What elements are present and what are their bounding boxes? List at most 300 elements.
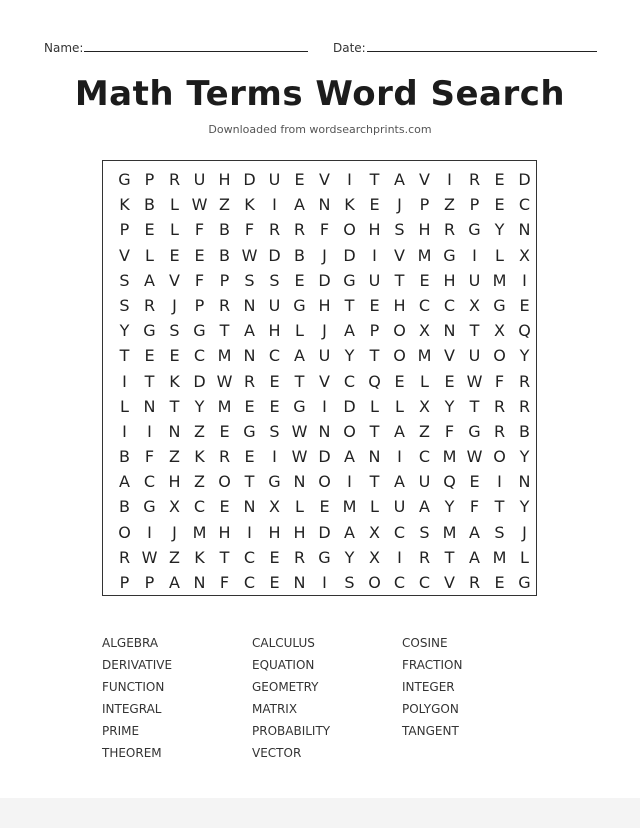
grid-letter: E xyxy=(494,195,505,215)
grid-letter: P xyxy=(369,321,380,341)
grid-letter: X xyxy=(369,547,380,567)
grid-letter: Y xyxy=(119,321,130,341)
grid-letter: N xyxy=(318,421,331,441)
grid-letter: A xyxy=(244,321,255,341)
word-list xyxy=(102,636,552,768)
grid-letter: F xyxy=(219,573,230,592)
grid-letter: N xyxy=(293,472,306,492)
grid-letter: R xyxy=(118,547,131,567)
grid-letter: H xyxy=(268,522,281,542)
grid-letter: E xyxy=(144,346,155,366)
grid-letter: C xyxy=(343,371,356,391)
grid-letter: L xyxy=(170,220,179,240)
grid-letter: H xyxy=(293,522,306,542)
grid-letter: C xyxy=(268,346,281,366)
grid-letter: Q xyxy=(443,472,456,492)
grid-letter: M xyxy=(492,270,507,290)
grid-letter: W xyxy=(191,195,208,215)
grid-letter: F xyxy=(194,270,205,290)
grid-letter: V xyxy=(444,346,455,366)
grid-letter: A xyxy=(169,573,180,592)
grid-letter: O xyxy=(218,472,231,492)
grid-letter: D xyxy=(343,396,356,416)
source-note: Downloaded from wordsearchprints.com xyxy=(208,123,432,136)
grid-letter: M xyxy=(417,346,432,366)
grid-letter: J xyxy=(172,522,177,542)
grid-letter: W xyxy=(291,421,308,441)
grid-letter: R xyxy=(443,220,456,240)
grid-letter: P xyxy=(194,295,205,315)
grid-letter: M xyxy=(492,547,507,567)
grid-letter: L xyxy=(395,396,404,416)
grid-letter: U xyxy=(318,346,331,366)
grid-letter: Q xyxy=(518,321,531,341)
grid-letter: Y xyxy=(194,396,205,416)
grid-letter: M xyxy=(442,447,457,467)
grid-letter: N xyxy=(518,220,531,240)
grid-letter: E xyxy=(369,295,380,315)
grid-letter: A xyxy=(469,522,480,542)
grid-letter: M xyxy=(442,522,457,542)
grid-letter: B xyxy=(294,245,305,265)
grid-letter: A xyxy=(344,522,355,542)
grid-letter: D xyxy=(193,371,206,391)
grid-letter: U xyxy=(268,170,281,189)
grid-letter: E xyxy=(319,497,330,517)
grid-letter: S xyxy=(119,295,130,315)
grid-letter: G xyxy=(318,547,331,567)
grid-letter: X xyxy=(169,497,180,517)
grid-letter: T xyxy=(344,295,355,315)
grid-letter: Z xyxy=(194,472,205,492)
grid-letter: U xyxy=(468,270,481,290)
grid-letter: I xyxy=(147,522,152,542)
grid-letter: I xyxy=(147,421,152,441)
grid-letter: I xyxy=(397,547,402,567)
grid-letter: R xyxy=(268,220,281,240)
grid-letter: O xyxy=(493,346,506,366)
grid-letter: Z xyxy=(444,195,455,215)
word-list-item: VECTOR xyxy=(252,746,302,760)
grid-letter: E xyxy=(519,295,530,315)
grid-letter: W xyxy=(466,447,483,467)
grid-letter: R xyxy=(468,573,481,592)
grid-letter: E xyxy=(419,270,430,290)
grid-letter: I xyxy=(447,170,452,189)
grid-letter: R xyxy=(518,396,531,416)
grid-letter: Z xyxy=(419,421,430,441)
grid-letter: N xyxy=(368,447,381,467)
grid-letter: R xyxy=(493,396,506,416)
grid-letter: E xyxy=(444,371,455,391)
grid-letter: E xyxy=(469,472,480,492)
grid-letter: G xyxy=(468,421,481,441)
grid-letter: G xyxy=(268,472,281,492)
grid-letter: C xyxy=(393,522,406,542)
grid-letter: R xyxy=(168,170,181,189)
footer-strip xyxy=(0,798,640,828)
grid-letter: G xyxy=(443,245,456,265)
grid-letter: Q xyxy=(368,371,381,391)
grid-letter: E xyxy=(369,195,380,215)
grid-letter: H xyxy=(318,295,331,315)
grid-letter: R xyxy=(418,547,431,567)
word-list-item: FRACTION xyxy=(402,658,463,672)
grid-letter: D xyxy=(268,245,281,265)
grid-letter: L xyxy=(370,497,379,517)
word-list-item: FUNCTION xyxy=(102,680,165,694)
grid-letter: E xyxy=(244,447,255,467)
grid-letter: D xyxy=(318,270,331,290)
grid-letter: O xyxy=(118,522,131,542)
grid-letter: X xyxy=(369,522,380,542)
grid-letter: T xyxy=(219,321,230,341)
grid-letter: B xyxy=(119,447,130,467)
grid-letter: E xyxy=(294,170,305,189)
grid-letter: L xyxy=(495,245,504,265)
grid-letter: L xyxy=(520,547,529,567)
grid-letter: X xyxy=(419,321,430,341)
grid-letter: C xyxy=(143,472,156,492)
name-label: Name: xyxy=(44,41,84,55)
word-list-item: ALGEBRA xyxy=(102,636,159,650)
grid-letter: L xyxy=(145,245,154,265)
grid-letter: S xyxy=(169,321,180,341)
grid-letter: S xyxy=(269,421,280,441)
grid-letter: F xyxy=(319,220,330,240)
grid-letter: H xyxy=(368,220,381,240)
grid-letter: Y xyxy=(444,497,455,517)
grid-letter: E xyxy=(219,421,230,441)
grid-letter: V xyxy=(444,573,455,592)
grid-letter: U xyxy=(418,472,431,492)
grid-letter: M xyxy=(342,497,357,517)
grid-letter: T xyxy=(294,371,305,391)
name-line xyxy=(84,51,308,52)
grid-letter: I xyxy=(372,245,377,265)
grid-letter: B xyxy=(119,497,130,517)
grid-letter: V xyxy=(169,270,180,290)
grid-letter: A xyxy=(419,497,430,517)
grid-letter: R xyxy=(293,547,306,567)
grid-letter: T xyxy=(369,170,380,189)
grid-letter: C xyxy=(418,447,431,467)
grid-letter: A xyxy=(394,170,405,189)
grid-letter: C xyxy=(418,573,431,592)
grid-letter: A xyxy=(394,421,405,441)
grid-letter: E xyxy=(269,396,280,416)
grid-letter: G xyxy=(118,170,131,189)
grid-letter: G xyxy=(518,573,531,592)
grid-letter: I xyxy=(397,447,402,467)
grid-letter: E xyxy=(244,396,255,416)
grid-letter: S xyxy=(269,270,280,290)
grid-letter: T xyxy=(444,547,455,567)
grid-letter: H xyxy=(443,270,456,290)
grid-letter: E xyxy=(269,547,280,567)
date-label: Date: xyxy=(333,41,366,55)
grid-letter: H xyxy=(218,170,231,189)
grid-letter: C xyxy=(418,295,431,315)
grid-letter: R xyxy=(218,447,231,467)
grid-letter: S xyxy=(419,522,430,542)
word-list-item: INTEGRAL xyxy=(102,702,162,716)
grid-letter: N xyxy=(193,573,206,592)
grid-letter: T xyxy=(144,371,155,391)
grid-letter: O xyxy=(343,220,356,240)
grid-letter: D xyxy=(243,170,256,189)
grid-letter: A xyxy=(344,321,355,341)
grid-letter: T xyxy=(244,472,255,492)
grid-letter: V xyxy=(419,170,430,189)
grid-letter: P xyxy=(119,220,130,240)
grid-letter: N xyxy=(243,295,256,315)
grid-letter: Z xyxy=(194,421,205,441)
grid-letter: E xyxy=(494,170,505,189)
grid-letter: T xyxy=(469,321,480,341)
grid-letter: T xyxy=(219,547,230,567)
grid-letter: Y xyxy=(344,346,355,366)
grid-letter: E xyxy=(269,371,280,391)
grid-letter: H xyxy=(218,522,231,542)
grid-letter: D xyxy=(343,245,356,265)
grid-letter: J xyxy=(172,295,177,315)
grid-letter: S xyxy=(344,573,355,592)
grid-letter: G xyxy=(293,295,306,315)
grid-letter: I xyxy=(322,396,327,416)
grid-letter: Y xyxy=(519,497,530,517)
word-list-item: THEOREM xyxy=(102,746,162,760)
grid-letter: E xyxy=(394,371,405,391)
grid-letter: A xyxy=(469,547,480,567)
grid-letter: V xyxy=(319,371,330,391)
grid-letter: I xyxy=(472,245,477,265)
grid-letter: F xyxy=(244,220,255,240)
grid-letter: P xyxy=(219,270,230,290)
grid-letter: G xyxy=(243,421,256,441)
grid-letter: R xyxy=(468,170,481,189)
grid-letter: T xyxy=(369,421,380,441)
grid-letter: E xyxy=(169,245,180,265)
grid-letter: H xyxy=(393,295,406,315)
grid-letter: L xyxy=(370,396,379,416)
grid-letter: C xyxy=(518,195,531,215)
grid-letter: W xyxy=(291,447,308,467)
grid-letter: H xyxy=(268,321,281,341)
grid-letter: A xyxy=(394,472,405,492)
grid-letter: N xyxy=(293,573,306,592)
grid-letter: S xyxy=(494,522,505,542)
date-line xyxy=(367,51,597,52)
grid-letter: V xyxy=(319,170,330,189)
grid-letter: G xyxy=(468,220,481,240)
grid-letter: B xyxy=(219,245,230,265)
grid-letter: R xyxy=(143,295,156,315)
grid-letter: W xyxy=(216,371,233,391)
grid-letter: S xyxy=(244,270,255,290)
word-list-item: CALCULUS xyxy=(252,636,315,650)
grid-letter: Z xyxy=(219,195,230,215)
word-search-grid-box xyxy=(102,160,537,596)
grid-letter: E xyxy=(169,346,180,366)
grid-letter: O xyxy=(493,447,506,467)
grid-letter: L xyxy=(170,195,179,215)
grid-letter: Y xyxy=(444,396,455,416)
grid-letter: F xyxy=(444,421,455,441)
word-list-item: DERIVATIVE xyxy=(102,658,173,672)
grid-letter: I xyxy=(122,371,127,391)
grid-letter: Z xyxy=(169,547,180,567)
grid-letter: U xyxy=(193,170,206,189)
grid-letter: E xyxy=(219,497,230,517)
grid-letter: C xyxy=(193,346,206,366)
grid-letter: I xyxy=(347,472,352,492)
grid-letter: H xyxy=(418,220,431,240)
grid-letter: T xyxy=(169,396,180,416)
word-list-item: PROBABILITY xyxy=(252,724,331,738)
grid-letter: T xyxy=(369,472,380,492)
grid-letter: F xyxy=(469,497,480,517)
grid-letter: S xyxy=(394,220,405,240)
grid-letter: X xyxy=(269,497,280,517)
grid-letter: I xyxy=(122,421,127,441)
grid-letter: A xyxy=(344,447,355,467)
grid-letter: N xyxy=(443,321,456,341)
grid-letter: Y xyxy=(519,447,530,467)
grid-letter: O xyxy=(368,573,381,592)
grid-letter: A xyxy=(144,270,155,290)
grid-letter: U xyxy=(268,295,281,315)
grid-letter: B xyxy=(144,195,155,215)
grid-letter: Y xyxy=(494,220,505,240)
grid-letter: M xyxy=(217,346,232,366)
grid-letter: V xyxy=(394,245,405,265)
grid-letter: L xyxy=(420,371,429,391)
grid-letter: X xyxy=(519,245,530,265)
grid-letter: J xyxy=(322,245,327,265)
grid-letter: E xyxy=(294,270,305,290)
grid-letter: F xyxy=(194,220,205,240)
grid-letter: N xyxy=(318,195,331,215)
word-list-item: TANGENT xyxy=(402,724,459,738)
grid-letter: O xyxy=(393,321,406,341)
grid-letter: C xyxy=(393,573,406,592)
grid-letter: L xyxy=(295,497,304,517)
word-list-item: GEOMETRY xyxy=(252,680,319,694)
grid-letter: V xyxy=(119,245,130,265)
grid-letter: Y xyxy=(519,346,530,366)
page-title: Math Terms Word Search xyxy=(74,74,566,114)
grid-letter: W xyxy=(466,371,483,391)
grid-letter: J xyxy=(397,195,402,215)
grid-letter: K xyxy=(169,371,180,391)
grid-letter: C xyxy=(243,573,256,592)
grid-letter: N xyxy=(518,472,531,492)
grid-letter: I xyxy=(347,170,352,189)
grid-letter: E xyxy=(144,220,155,240)
grid-letter: O xyxy=(318,472,331,492)
grid-letter: O xyxy=(393,346,406,366)
grid-letter: G xyxy=(493,295,506,315)
grid-letter: B xyxy=(219,220,230,240)
grid-letter: P xyxy=(119,573,130,592)
grid-letter: P xyxy=(144,170,155,189)
grid-letter: M xyxy=(192,522,207,542)
grid-letter: X xyxy=(494,321,505,341)
grid-letter: W xyxy=(241,245,258,265)
grid-letter: C xyxy=(193,497,206,517)
grid-letter: C xyxy=(243,547,256,567)
grid-letter: E xyxy=(494,573,505,592)
grid-letter: P xyxy=(419,195,430,215)
grid-letter: K xyxy=(194,447,205,467)
grid-letter: K xyxy=(244,195,255,215)
grid-letter: B xyxy=(519,421,530,441)
word-list-item: MATRIX xyxy=(252,702,298,716)
grid-letter: G xyxy=(143,321,156,341)
word-list-item: POLYGON xyxy=(402,702,459,716)
grid-letter: F xyxy=(144,447,155,467)
grid-letter: T xyxy=(369,346,380,366)
grid-letter: Y xyxy=(344,547,355,567)
grid-letter: R xyxy=(218,295,231,315)
grid-letter: L xyxy=(295,321,304,341)
grid-letter: C xyxy=(443,295,456,315)
grid-letter: H xyxy=(168,472,181,492)
grid-letter: A xyxy=(294,195,305,215)
letter-grid xyxy=(112,167,537,595)
grid-letter: D xyxy=(518,170,531,189)
grid-letter: I xyxy=(322,573,327,592)
grid-letter: G xyxy=(193,321,206,341)
grid-letter: Z xyxy=(169,447,180,467)
grid-letter: G xyxy=(343,270,356,290)
grid-letter: T xyxy=(119,346,130,366)
grid-letter: N xyxy=(143,396,156,416)
grid-letter: J xyxy=(322,321,327,341)
grid-letter: I xyxy=(497,472,502,492)
grid-letter: O xyxy=(343,421,356,441)
grid-letter: U xyxy=(393,497,406,517)
word-list-item: INTEGER xyxy=(402,680,455,694)
grid-letter: I xyxy=(272,447,277,467)
grid-letter: A xyxy=(294,346,305,366)
grid-letter: K xyxy=(119,195,130,215)
word-list-item: PRIME xyxy=(102,724,140,738)
grid-letter: M xyxy=(217,396,232,416)
grid-letter: G xyxy=(143,497,156,517)
grid-letter: D xyxy=(318,522,331,542)
grid-letter: R xyxy=(243,371,256,391)
grid-letter: K xyxy=(194,547,205,567)
grid-letter: N xyxy=(168,421,181,441)
grid-letter: E xyxy=(194,245,205,265)
grid-letter: P xyxy=(144,573,155,592)
word-list-item: EQUATION xyxy=(252,658,315,672)
grid-letter: T xyxy=(394,270,405,290)
grid-letter: X xyxy=(469,295,480,315)
grid-letter: J xyxy=(522,522,527,542)
grid-letter: M xyxy=(417,245,432,265)
grid-letter: F xyxy=(494,371,505,391)
grid-letter: I xyxy=(522,270,527,290)
grid-letter: W xyxy=(141,547,158,567)
grid-letter: N xyxy=(243,346,256,366)
grid-letter: E xyxy=(269,573,280,592)
grid-letter: N xyxy=(243,497,256,517)
grid-letter: I xyxy=(272,195,277,215)
grid-letter: R xyxy=(493,421,506,441)
